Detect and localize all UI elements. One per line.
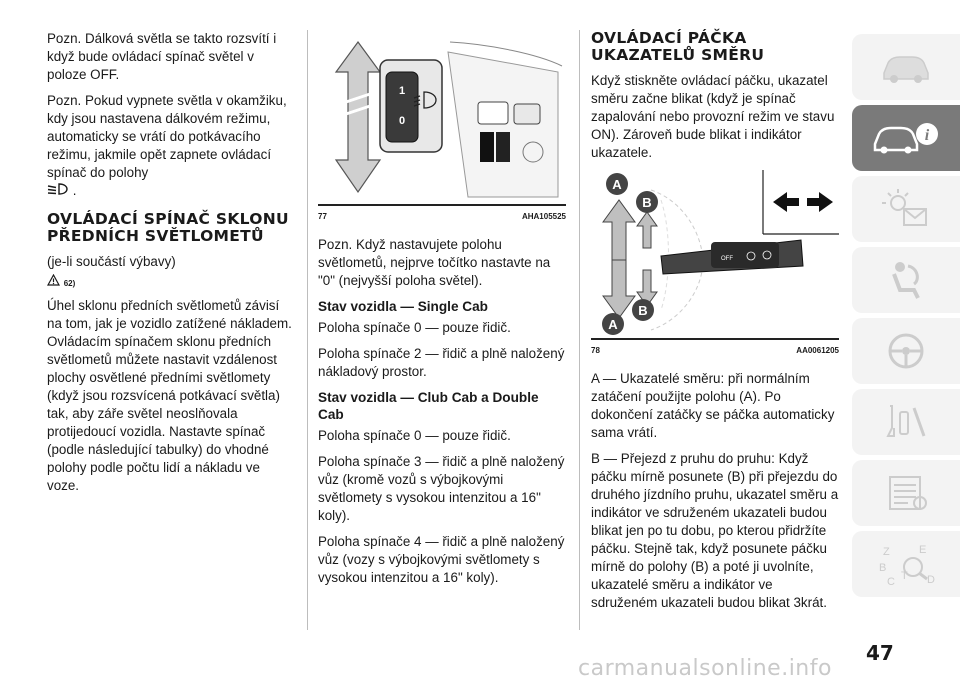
tab-vehicle-overview[interactable] <box>852 34 960 100</box>
figure-caption-77 <box>318 204 566 226</box>
index-abc-icon <box>871 539 941 589</box>
svg-text:Z: Z <box>883 546 890 558</box>
note-high-beam: Pozn. Dálková světla se takto rozsvítí i když bude ovládací spínač světel v poloze OFF. <box>47 31 277 82</box>
svg-text:D: D <box>927 574 935 586</box>
club-cab-position-4: Poloha spínače 4 — řidič a plně naložený vůz (vozy s výbojkovými světlomety s vysokou intenzitou a 16" koly). <box>318 534 565 585</box>
turn-signal-description: Když stiskněte ovládací páčku, ukazatel směru začne blikat (když je spínač zapalování nebo provozní režim ve stavu ON). Zároveň bude blikat i indikátor ukazatele. <box>591 73 835 160</box>
column-divider <box>579 30 580 630</box>
column-1 <box>47 30 293 503</box>
section-heading-headlamp-leveling: OVLÁDACÍ SPÍNAČ SKLONU PŘEDNÍCH SVĚTLOMETŮ <box>47 210 289 245</box>
subheading-single-cab: Stav vozidla — Single Cab <box>318 299 488 314</box>
switch-position-1: 1 <box>398 85 406 97</box>
position-b-description: B — Přejezd z pruhu do pruhu: Když páčku mírně posunete (B) při přejezdu do druhého jízdního pruhu, ukazatel směru a indikátor ve sdruženém ukazateli budou blikat jen po tu dobu, po kterou přidržíte páčku. Stejně tak, když posunete páčku mírně do polohy (B) a poté ji uvolníte, ukazatelé směru a indikátor ve sdruženém ukazateli budou blikat 3krát. <box>591 451 839 610</box>
figure-code: AA0061205 <box>796 346 839 355</box>
figure-code: AHA105525 <box>521 212 566 221</box>
tab-maintenance[interactable] <box>852 460 960 526</box>
svg-text:i: i <box>924 127 930 144</box>
page-number: 47 <box>866 641 894 665</box>
figure-77-leveling-switch <box>318 32 566 204</box>
warning-lights-icon <box>878 187 934 231</box>
car-info-icon <box>871 116 941 160</box>
figure-78-turn-signal-lever <box>591 170 839 338</box>
column-3 <box>591 30 839 620</box>
specs-list-icon <box>878 471 934 515</box>
tab-safety[interactable] <box>852 247 960 313</box>
note-adjust-position: Pozn. Když nastavujete polohu světlometů, nejprve točítko nastavte na "0" (nejvyšší poloha světel). <box>318 237 551 288</box>
note-lights-off: Pozn. Pokud vypnete světla v okamžiku, kdy jsou nastavena dálkovém režimu, automaticky se vrátí do potkávacího režimu, jakmile opět zapnete ovládací spínač do polohy . <box>47 92 293 201</box>
column-divider <box>307 30 308 630</box>
lever-off-label: OFF <box>721 256 733 262</box>
low-beam-icon <box>47 182 69 201</box>
section-heading-turn-signal: OVLÁDACÍ PÁČKA UKAZATELŮ SMĚRU <box>591 29 765 64</box>
figure-number: 78 <box>591 346 600 355</box>
tab-emergency[interactable] <box>852 389 960 455</box>
tab-vehicle-info-active[interactable] <box>852 105 960 171</box>
airbag-seat-icon <box>878 258 934 302</box>
position-a-description: A — Ukazatelé směru: při normálním zatáčení použijte polohu (A). Po dokončení zatáčky se páčka automaticky sama vrátí. <box>591 371 835 440</box>
watermark: carmanualsonline.info <box>578 656 832 681</box>
steering-wheel-icon <box>878 329 934 373</box>
svg-text:E: E <box>919 544 927 556</box>
figure-number: 77 <box>318 212 327 221</box>
label-a-bottom: A <box>608 317 618 332</box>
switch-position-0: 0 <box>398 115 406 127</box>
label-a-top: A <box>612 177 622 192</box>
label-b-bottom: B <box>638 303 648 318</box>
reference-number: 62) <box>63 279 76 288</box>
leveling-description: Úhel sklonu předních světlometů závisí na tom, jak je vozidlo zatížené nákladem. Ovládacím spínačem sklonu předních světlometů můžete nastavit vzdálenost plochy osvětlené předními světlomety (když jsou rozsvícená potkávací světla) tak, aby záře světel neoslňovala protijedoucí vozidla. Nastavte spínač (podle následující tabulky) do vhodné polohy podle počtu lidí a nákladu ve voze. <box>47 298 292 493</box>
svg-text:B: B <box>879 562 887 574</box>
single-cab-position-2: Poloha spínače 2 — řidič a plně naložený nákladový prostor. <box>318 346 565 379</box>
up-down-arrow-icon <box>336 42 380 192</box>
tab-driving[interactable] <box>852 318 960 384</box>
car-icon <box>878 47 934 87</box>
equipment-note: (je-li součástí výbavy) <box>47 254 176 269</box>
tab-index[interactable] <box>852 531 960 597</box>
warning-triangle-icon <box>47 273 60 291</box>
chapter-tabs <box>852 34 960 602</box>
warning-reference <box>47 273 293 293</box>
single-cab-position-0: Poloha spínače 0 — pouze řidič. <box>318 320 511 335</box>
figure-caption-78 <box>591 338 839 360</box>
column-2 <box>318 32 566 595</box>
svg-text:C: C <box>887 576 895 588</box>
label-b-top: B <box>642 195 652 210</box>
subheading-club-double-cab: Stav vozidla — Club Cab a Double Cab <box>318 390 539 422</box>
tools-icon <box>878 400 934 444</box>
club-cab-position-0: Poloha spínače 0 — pouze řidič. <box>318 428 511 443</box>
svg-text:T: T <box>901 570 908 582</box>
club-cab-position-3: Poloha spínače 3 — řidič a plně naložený vůz (kromě vozů s výbojkovými světlomety s vysokou intenzitou a 16" koly). <box>318 454 565 523</box>
turn-signal-arrows-icon <box>773 192 833 212</box>
tab-warning-lights[interactable] <box>852 176 960 242</box>
